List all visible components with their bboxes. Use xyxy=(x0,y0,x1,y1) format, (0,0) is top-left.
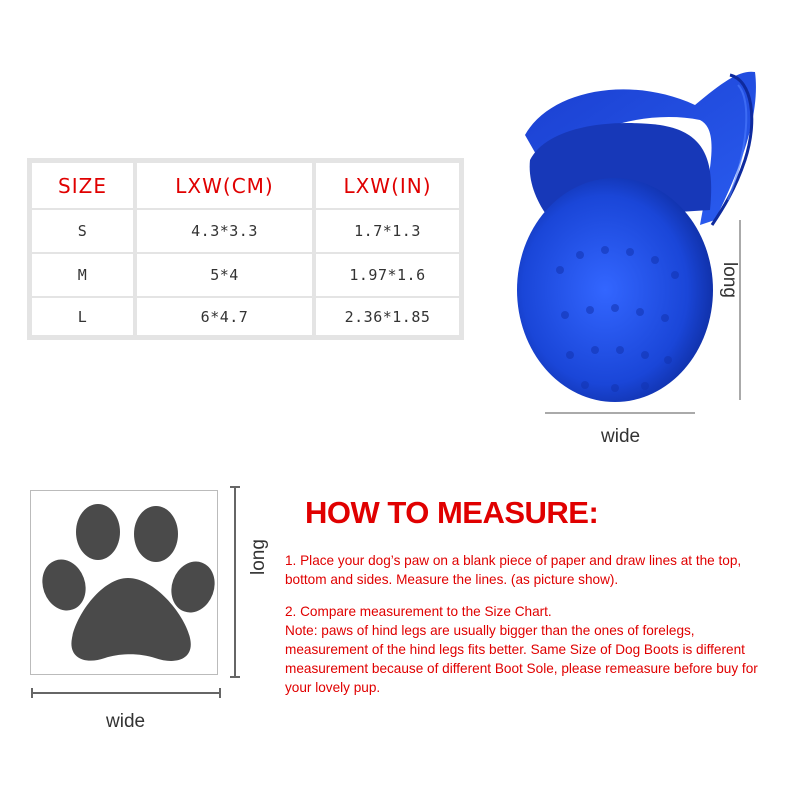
step2-line1: 2. Compare measurement to the Size Chart. xyxy=(285,604,552,619)
row-l-in: 2.36*1.85 xyxy=(316,298,459,335)
note-line4: your lovely pup. xyxy=(285,680,381,695)
paw-long-label: long xyxy=(248,539,269,575)
header-size: SIZE xyxy=(32,163,133,208)
row-s-size: S xyxy=(32,210,133,252)
dog-boot-image xyxy=(490,50,790,470)
note-line2: measurement of the hind legs fits better. Same Size of Dog Boots is different xyxy=(285,642,745,657)
note-line1: Note: paws of hind legs are usually bigger than the ones of forelegs, xyxy=(285,623,695,638)
header-in: LXW(IN) xyxy=(316,163,459,208)
note-line3: measurement because of different Boot Sole, please remeasure before buy for xyxy=(285,661,758,676)
step1-line2: bottom and sides. Measure the lines. (as picture show). xyxy=(285,572,619,587)
step1-line1: 1. Place your dog’s paw on a blank piece of paper and draw lines at the top, xyxy=(285,553,742,568)
paw-print-icon xyxy=(30,490,230,680)
paw-wide-measure xyxy=(30,685,225,701)
size-chart-table xyxy=(27,158,464,340)
paw-wide-label: wide xyxy=(106,711,146,732)
row-l-size: L xyxy=(32,298,133,335)
how-to-measure-title: HOW TO MEASURE: xyxy=(305,495,599,530)
row-s-in: 1.7*1.3 xyxy=(316,210,459,252)
boot-long-label: long xyxy=(719,262,740,298)
boot-wide-label: wide xyxy=(601,426,641,447)
header-cm: LXW(CM) xyxy=(137,163,312,208)
paw-long-measure xyxy=(225,485,245,680)
row-s-cm: 4.3*3.3 xyxy=(137,210,312,252)
row-l-cm: 6*4.7 xyxy=(137,298,312,335)
row-m-cm: 5*4 xyxy=(137,254,312,296)
row-m-in: 1.97*1.6 xyxy=(316,254,459,296)
row-m-size: M xyxy=(32,254,133,296)
